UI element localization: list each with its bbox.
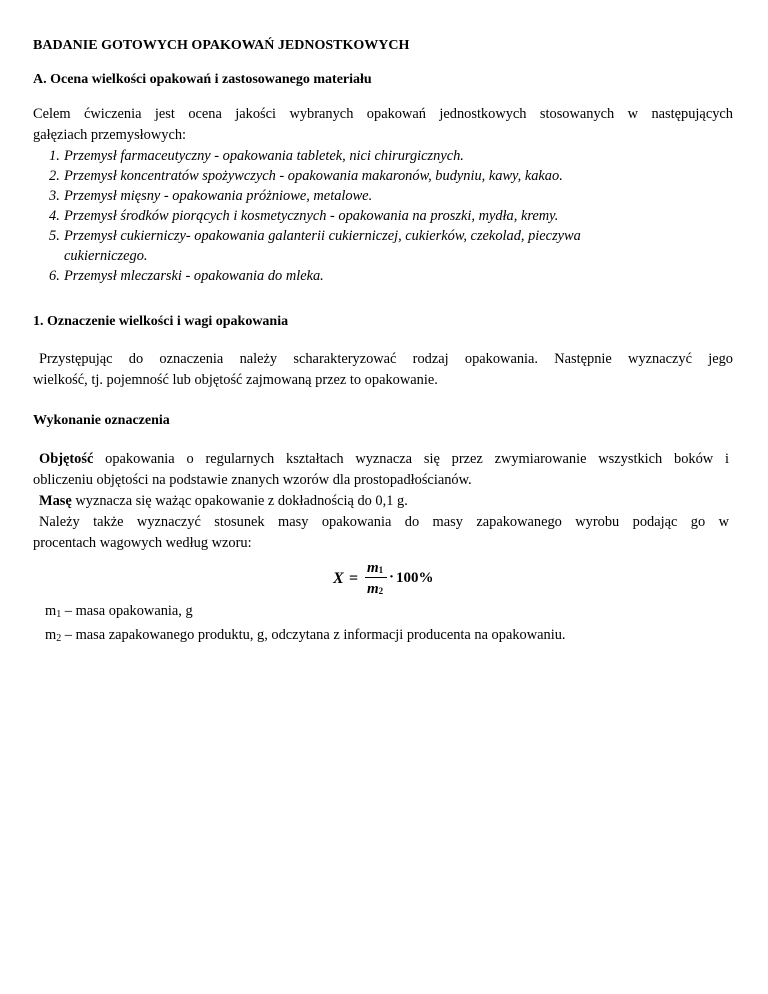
denominator-var: m — [367, 581, 379, 597]
ratio-formula — [333, 560, 463, 600]
list-item — [33, 146, 733, 166]
list-item-text: Przemysł farmaceutyczny - opakowania tabletek, nici chirurgicznych. — [64, 148, 464, 164]
formula-legend — [45, 601, 566, 649]
volume-text: opakowania o regularnych kształtach wyznacza się przez zwymiarowanie wszystkich boków i — [93, 451, 729, 467]
intro-line-1: Celem ćwiczenia jest ocena jakości wybranych opakowań jednostkowych stosowanych w następujących — [33, 106, 733, 122]
intro-line-2: gałęziach przemysłowych: — [33, 127, 187, 143]
list-item-text: Przemysł mleczarski - opakowania do mleka. — [64, 268, 324, 284]
list-item-number: 3. — [49, 188, 60, 204]
formula-percent: 100% — [396, 570, 434, 586]
list-item — [33, 226, 733, 266]
list-item — [33, 206, 733, 226]
legend-m2-var: m — [45, 627, 57, 643]
legend-m1-text: – masa opakowania, g — [61, 603, 193, 619]
mass-text: wyznacza się ważąc opakowanie z dokładnością do 0,1 g. — [71, 493, 408, 509]
formula-numerator — [367, 560, 383, 577]
list-item-number: 4. — [49, 208, 60, 224]
list-item — [33, 166, 733, 186]
section-1-line-1: Przystępując do oznaczenia należy scharakteryzować rodzaj opakowania. Następnie wyznaczyć jego — [39, 351, 733, 367]
section-1-heading: 1. Oznaczenie wielkości i wagi opakowania — [33, 314, 289, 329]
wykonanie-paragraph — [33, 449, 729, 554]
formula-equals: = — [349, 570, 359, 587]
legend-m2-text: – masa zapakowanego produktu, g, odczytana z informacji producenta na opakowaniu. — [61, 627, 566, 643]
fraction-bar — [365, 577, 387, 578]
volume-line-1 — [33, 449, 729, 470]
section-a-heading: A. Ocena wielkości opakowań i zastosowanego materiału — [33, 72, 372, 87]
legend-m1 — [45, 601, 566, 625]
numerator-sub: 1 — [378, 565, 384, 575]
section-1-line-2: wielkość, tj. pojemność lub objętość zajmowaną przez to opakowanie. — [33, 372, 438, 388]
legend-m2 — [45, 625, 566, 649]
intro-paragraph — [33, 104, 733, 146]
list-item-text: Przemysł środków piorących i kosmetycznych - opakowania na proszki, mydła, kremy. — [64, 208, 559, 224]
formula-denominator — [367, 581, 383, 598]
list-item-number: 2. — [49, 168, 60, 184]
formula-multiply-dot: · — [389, 569, 395, 585]
formula-lhs: X — [333, 570, 344, 587]
wykonanie-heading: Wykonanie oznaczenia — [33, 413, 170, 428]
list-item-number: 5. — [49, 228, 60, 244]
section-1-paragraph — [33, 349, 733, 391]
ratio-line-2: procentach wagowych według wzoru: — [33, 535, 252, 551]
list-item-text-continued: cukierniczego. — [64, 248, 148, 264]
legend-m1-sub: 1 — [56, 609, 62, 620]
list-item-number: 1. — [49, 148, 60, 164]
numerator-var: m — [367, 560, 379, 576]
volume-term: Objętość — [39, 451, 94, 467]
list-item-number: 6. — [49, 268, 60, 284]
mass-line — [33, 491, 729, 512]
document-title: BADANIE GOTOWYCH OPAKOWAŃ JEDNOSTKOWYCH — [33, 38, 410, 53]
denominator-sub: 2 — [378, 586, 384, 596]
list-item-text: Przemysł koncentratów spożywczych - opakowania makaronów, budyniu, kawy, kakao. — [64, 168, 563, 184]
list-item — [33, 266, 733, 286]
mass-term: Masę — [39, 493, 72, 509]
list-item — [33, 186, 733, 206]
industry-list — [33, 146, 733, 286]
ratio-line-1: Należy także wyznaczyć stosunek masy opakowania do masy zapakowanego wyrobu podając go w — [39, 514, 729, 530]
list-item-text: Przemysł mięsny - opakowania próżniowe, metalowe. — [64, 188, 373, 204]
volume-line-2: obliczeniu objętości na podstawie znanych wzorów dla prostopadłościanów. — [33, 472, 472, 488]
legend-m1-var: m — [45, 603, 57, 619]
list-item-text: Przemysł cukierniczy- opakowania galanterii cukierniczej, cukierków, czekolad, pieczywa — [64, 228, 581, 244]
legend-m2-sub: 2 — [56, 633, 62, 644]
